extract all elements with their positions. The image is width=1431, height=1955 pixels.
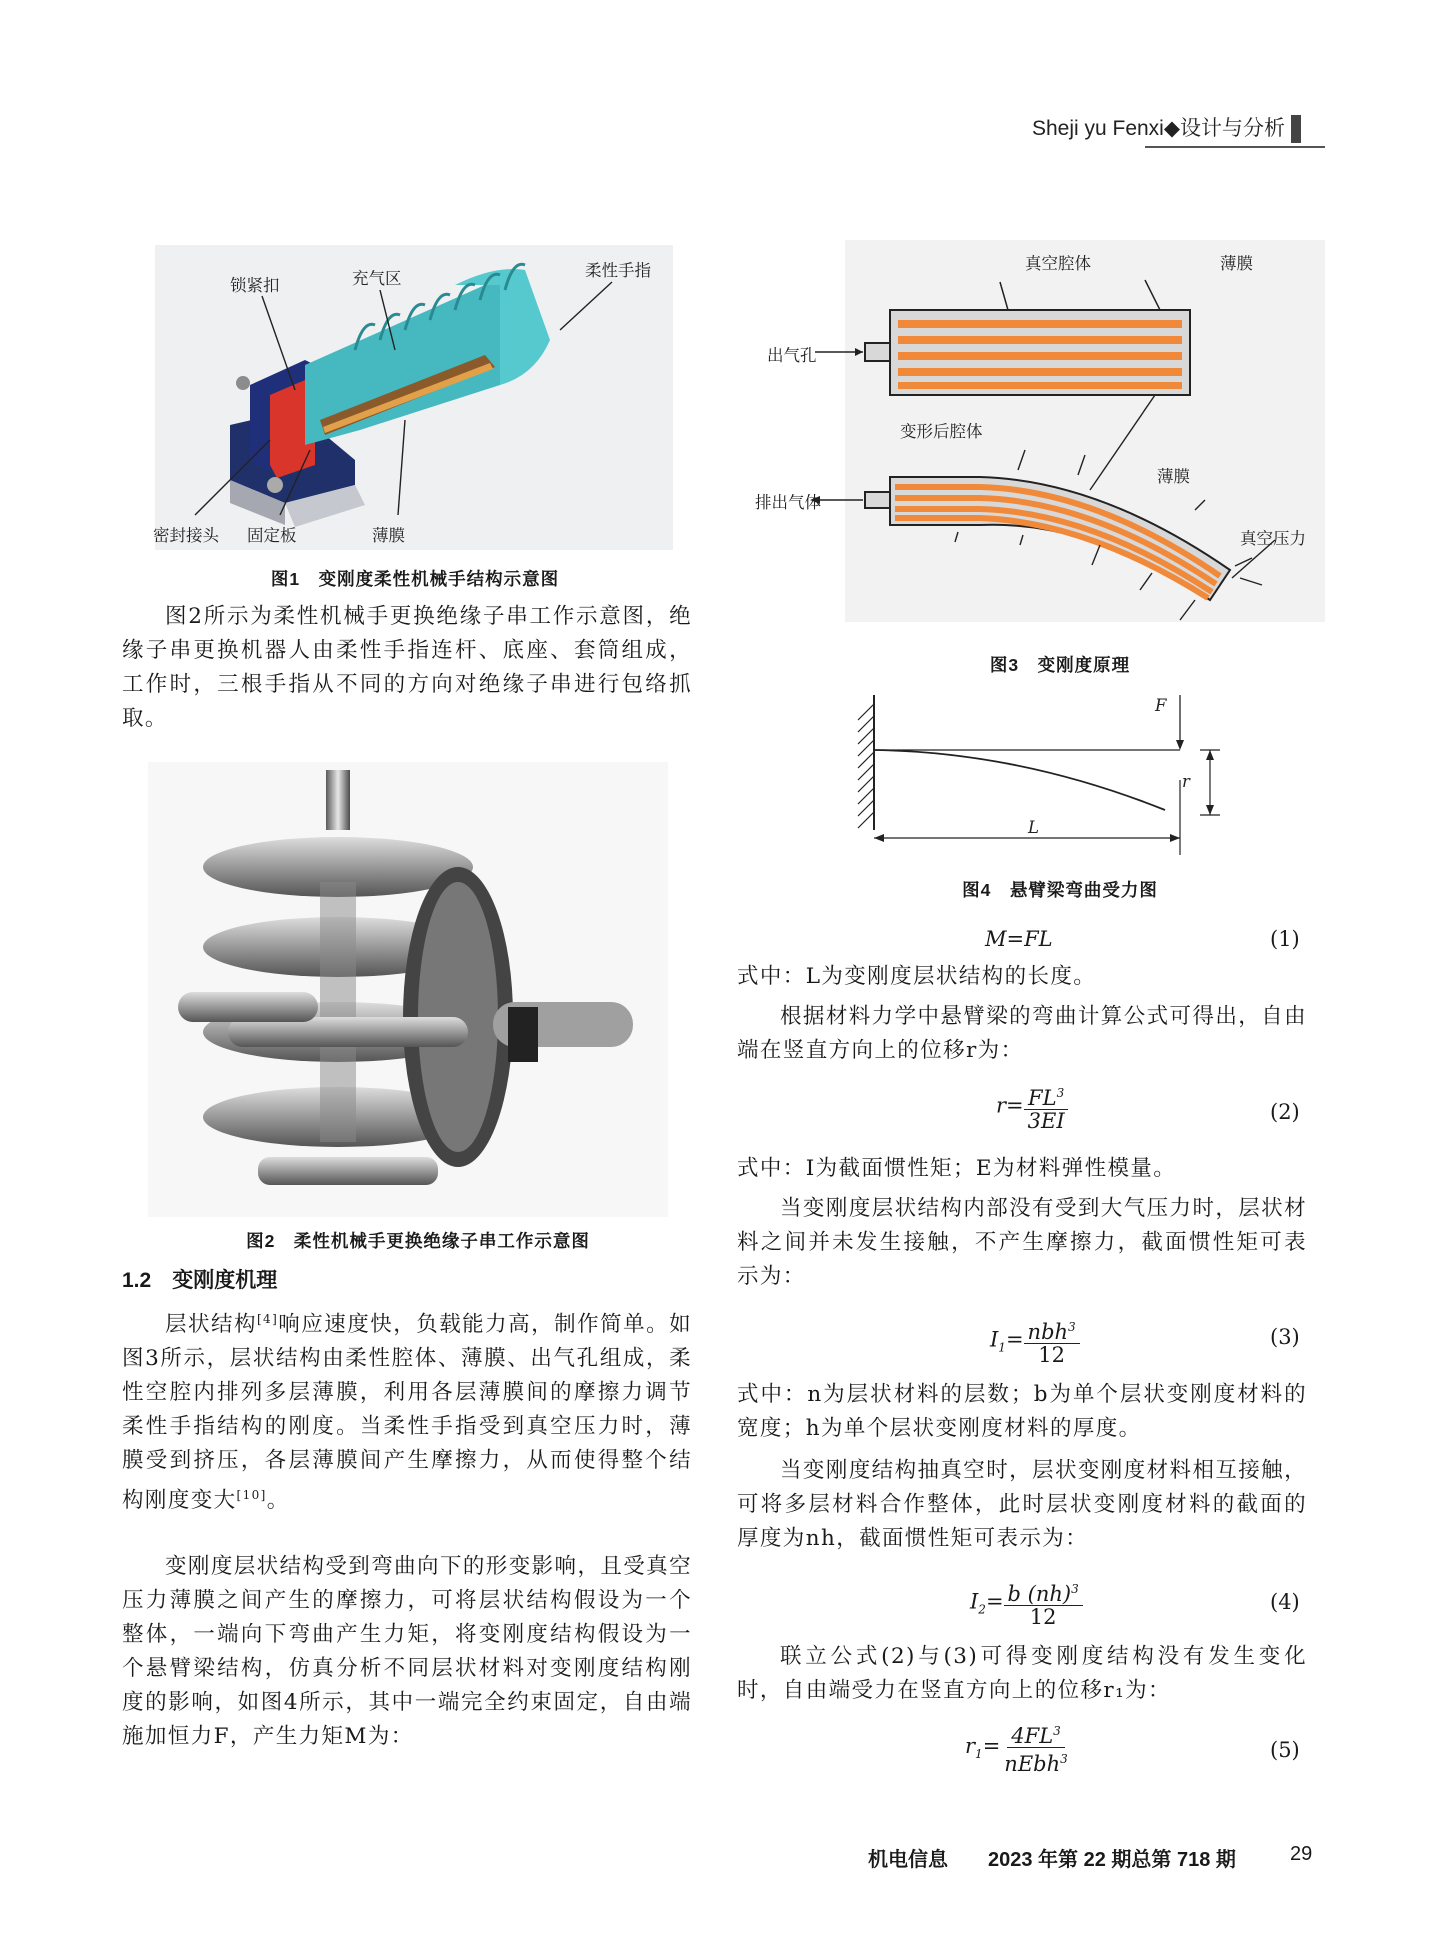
running-head (1032, 112, 1301, 143)
figure-4-caption: 图4 悬臂梁弯曲受力图 (962, 880, 1158, 900)
footer-journal: 机电信息 2023 年第 22 期总第 718 期 (868, 1849, 1236, 1871)
right-text-3: 式中：I为截面惯性矩；E为材料弹性模量。 (737, 1156, 1177, 1181)
figure-2-caption: 图2 柔性机械手更换绝缘子串工作示意图 (246, 1231, 590, 1251)
fig4-label-L: L (1028, 818, 1039, 837)
running-head-text: Sheji yu Fenxi◆设计与分析 (1031, 117, 1285, 140)
fig1-label-inflate: 充气区 (352, 269, 402, 288)
figure-3-drawing (740, 240, 1320, 630)
equation-3: $I_1=$ $\frac{nbh^3}{12}$ (990, 1316, 1080, 1366)
fig3-label-exhaust: 排出气体 (755, 493, 821, 512)
footer-page-number: 29 (1290, 1843, 1313, 1865)
p2-text-b: 响应速度快，负载能力高，制作简单。如图3所示，层状结构由柔性腔体、薄膜、出气孔组成，柔性空腔内排列多层薄膜，利用各层薄膜间的摩擦力调节柔性手指结构的刚度。当柔性手指受到真空压力时，薄膜受到挤压，各层薄膜间产生摩擦力，从而使得整个结构刚度变大 (122, 1312, 692, 1514)
equation-2 (996, 1082, 1069, 1132)
fig3-label-pressure: 真空压力 (1240, 529, 1306, 548)
fig1-label-lock: 锁紧扣 (230, 276, 280, 295)
fig1-label-seal: 密封接头 (153, 526, 219, 545)
fig1-label-finger: 柔性手指 (585, 261, 651, 280)
right-text-1: 式中：L为变刚度层状结构的长度。 (737, 964, 1097, 989)
ref-4[interactable]: [4] (256, 1312, 279, 1326)
figure-2 (148, 762, 668, 1217)
equation-3-number: (3) (1270, 1325, 1300, 1349)
fig3-label-deformed: 变形后腔体 (900, 422, 983, 441)
fig4-label-r: r (1182, 772, 1190, 791)
equation-2-number: (2) (1270, 1100, 1300, 1124)
p2-text-a: 层状结构 (165, 1312, 257, 1338)
right-text-6: 当变刚度结构抽真空时，层状变刚度材料相互接触，可将多层材料合作整体，此时层状变刚度材料的截面的厚度为nh，截面惯性矩可表示为： (737, 1458, 1307, 1551)
eq2-numerator: FL (1028, 1086, 1057, 1110)
left-paragraph-1: 图2所示为柔性机械手更换绝缘子串工作示意图，绝缘子串更换机器人由柔性手指连杆、底座、套筒组成，工作时，三根手指从不同的方向对绝缘子串进行包络抓取。 (122, 604, 692, 731)
left-paragraph-2 (122, 1302, 692, 1518)
ref-10[interactable]: [10] (236, 1488, 267, 1503)
figure-4-drawing (820, 690, 1240, 870)
left-paragraph-3: 变刚度层状结构受到弯曲向下的形变影响，且受真空压力薄膜之间产生的摩擦力，可将层状结构假设为一个整体，一端向下弯曲产生力矩，将变刚度结构假设为一个悬臂梁结构，仿真分析不同层状材料对变刚度结构刚度的影响，如图4所示，其中一端完全约束固定，自由端施加恒力F，产生力矩M为： (122, 1554, 692, 1749)
equation-5-number: (5) (1270, 1738, 1300, 1762)
right-text-2: 根据材料力学中悬臂梁的弯曲计算公式可得出，自由端在竖直方向上的位移r为： (737, 1004, 1307, 1063)
right-text-7: 联立公式(2)与(3)可得变刚度结构没有发生变化时，自由端受力在竖直方向上的位移r₁为： (737, 1644, 1307, 1703)
right-text-4: 当变刚度层状结构内部没有受到大气压力时，层状材料之间并未发生接触，不产生摩擦力，截面惯性矩可表示为： (737, 1196, 1307, 1289)
fig3-label-film-bottom: 薄膜 (1157, 467, 1190, 486)
fig1-label-plate: 固定板 (247, 526, 297, 545)
fig4-label-F: F (1155, 696, 1167, 715)
fig3-label-film-top: 薄膜 (1220, 254, 1253, 273)
fig3-label-cavity: 真空腔体 (1025, 254, 1091, 273)
right-text-5: 式中：n为层状材料的层数；b为单个层状变刚度材料的宽度；h为单个层状变刚度材料的厚度。 (737, 1382, 1307, 1441)
figure-2-drawing (148, 762, 668, 1217)
eq2-exponent: 3 (1056, 1086, 1065, 1100)
figure-1-leaders (0, 0, 720, 560)
eq2-lhs: r= (996, 1093, 1024, 1118)
equation-4-number: (4) (1270, 1590, 1300, 1614)
eq2-denominator: 3EI (1027, 1109, 1065, 1133)
fig3-label-outlet: 出气孔 (767, 346, 817, 365)
figure-1-caption: 图1 变刚度柔性机械手结构示意图 (270, 569, 560, 589)
header-bar (1291, 115, 1301, 143)
equation-5: $r_1=$ $\frac{4FL^3}{nEbh^3}$ (965, 1720, 1072, 1775)
figure-3-caption: 图3 变刚度原理 (989, 655, 1131, 675)
header-rule (1145, 146, 1325, 148)
equation-1: M=FL (985, 927, 1053, 951)
eq2-fraction (1024, 1082, 1069, 1132)
equation-1-number: (1) (1270, 927, 1300, 951)
section-heading: 1.2 变刚度机理 (122, 1269, 278, 1292)
fig1-label-film: 薄膜 (372, 526, 405, 545)
equation-4: $I_2=$ $\frac{b (nh)^3}{12}$ (970, 1578, 1083, 1628)
p2-text-c: 。 (266, 1488, 290, 1514)
